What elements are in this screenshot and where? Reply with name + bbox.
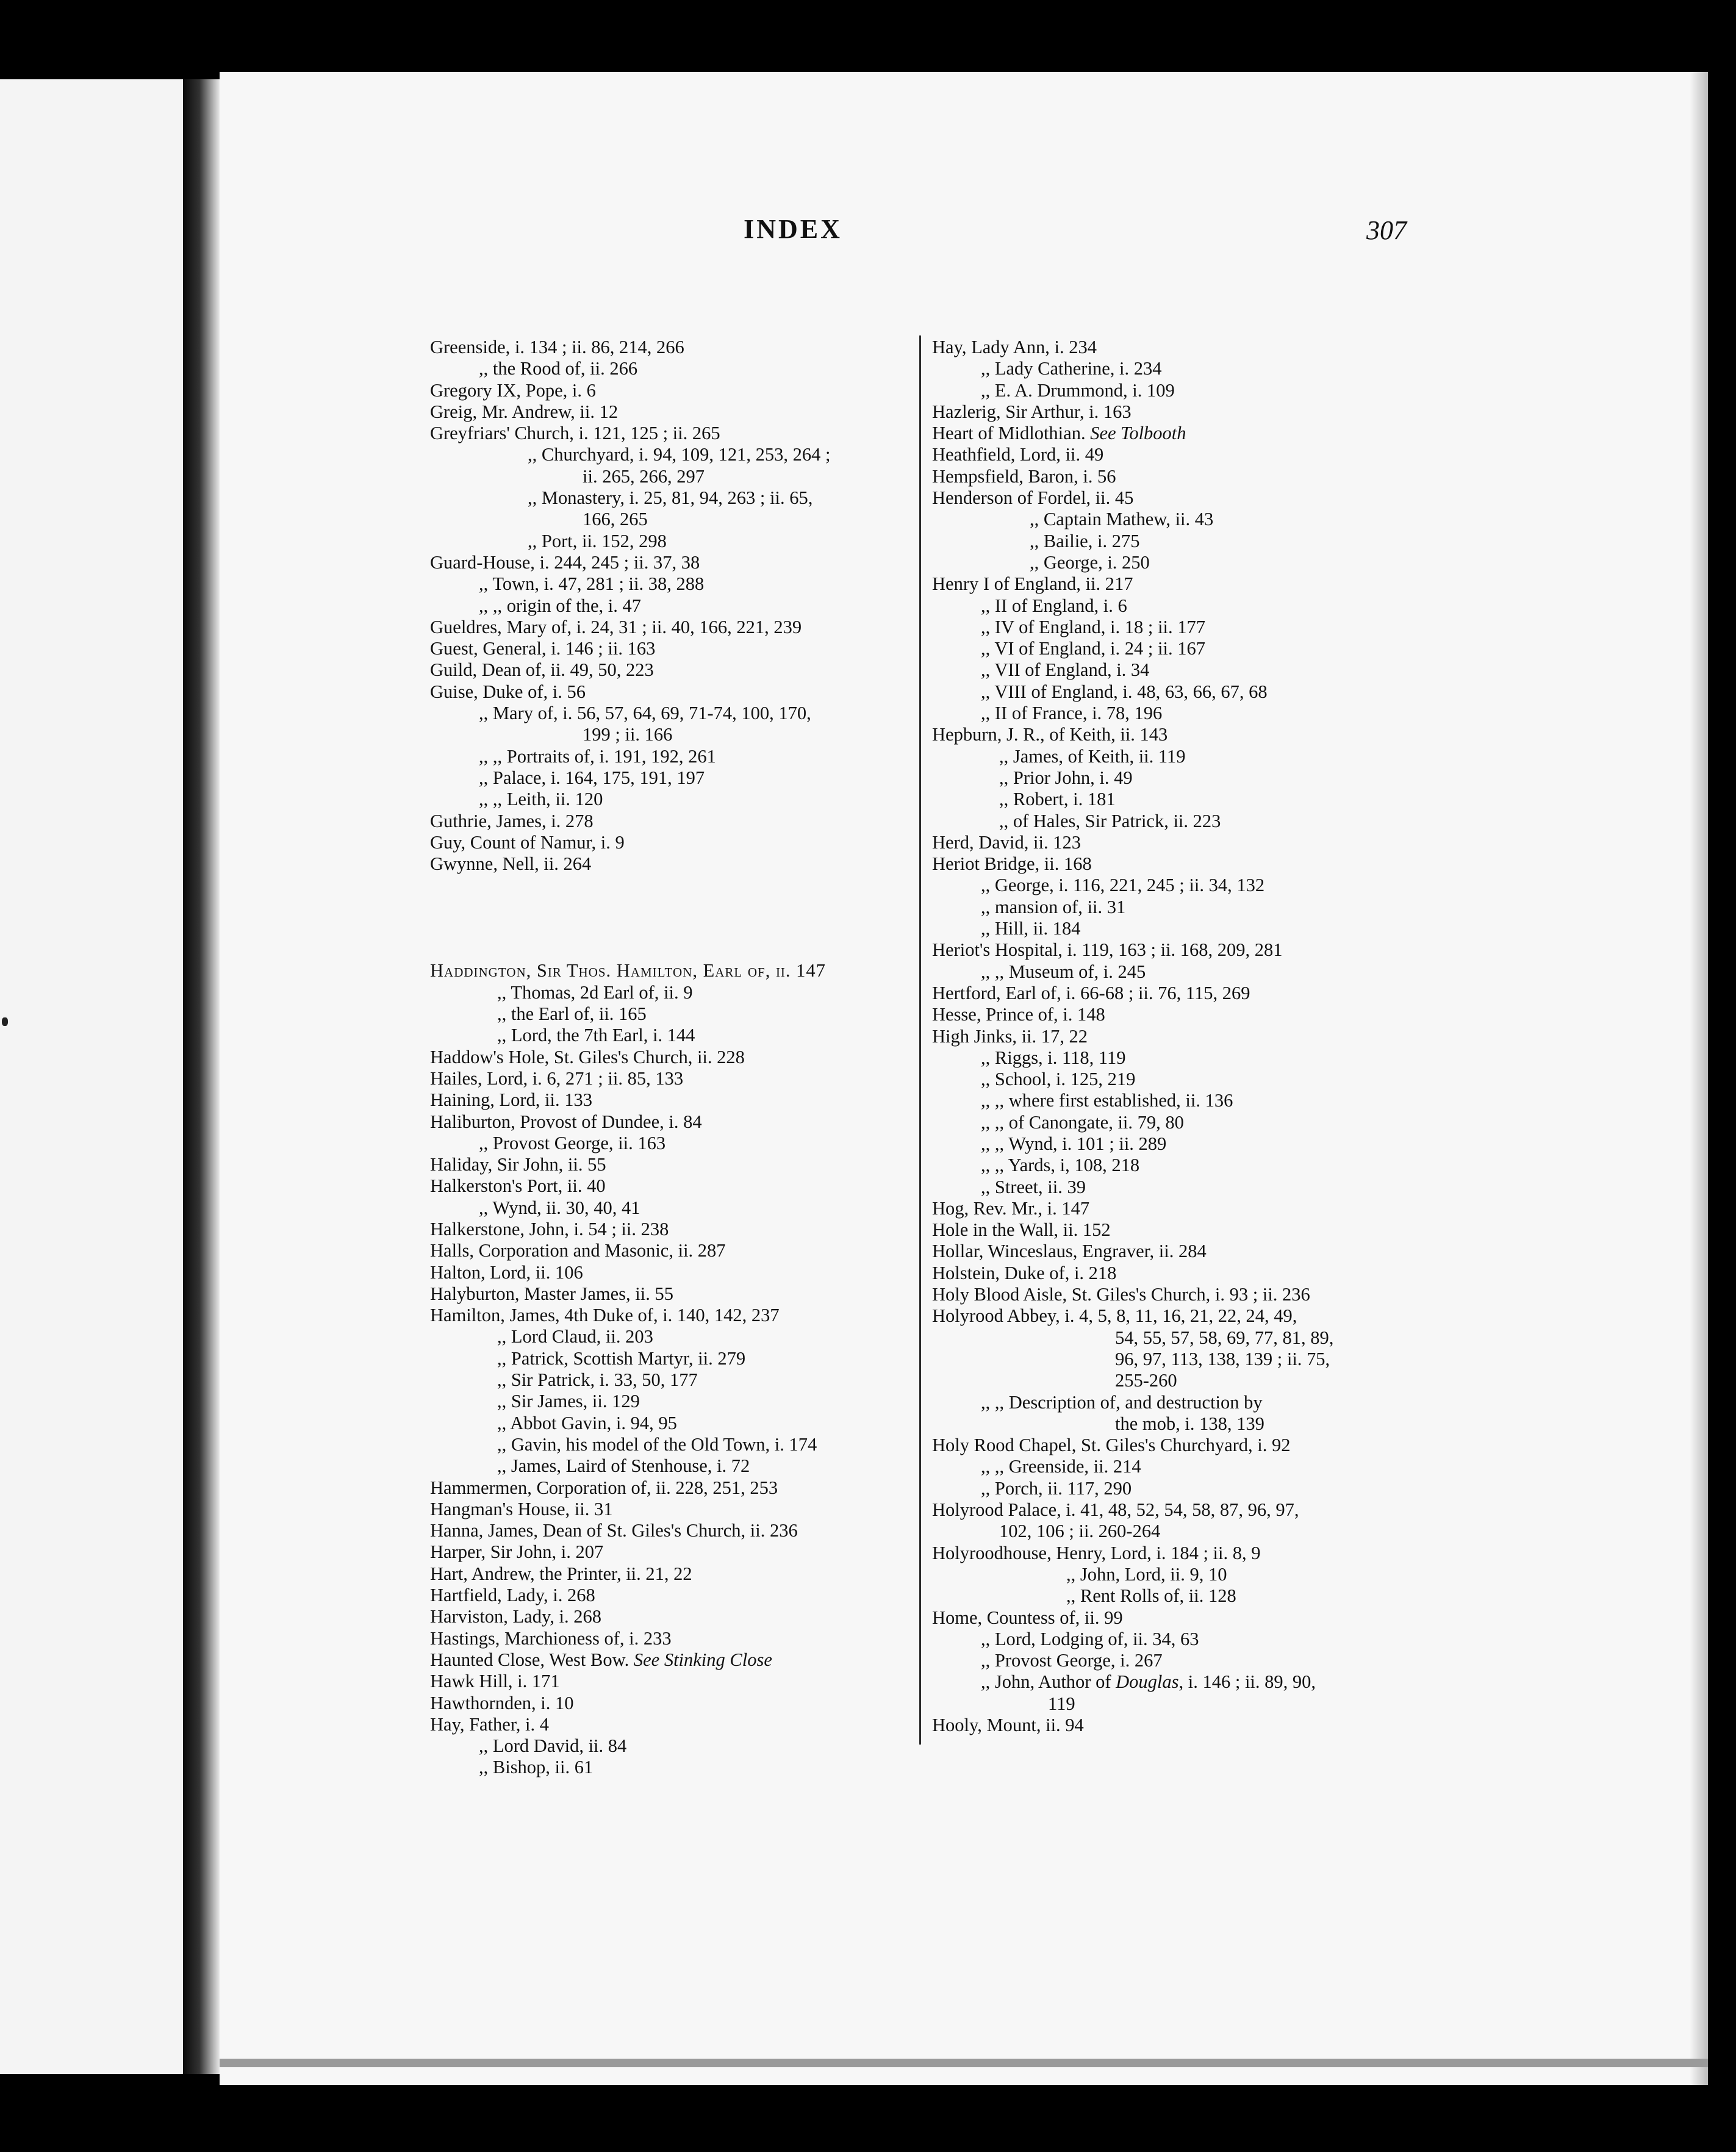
index-entry-text: Halyburton, Master James, ii. 55 [430,1283,673,1304]
index-entry [430,832,918,853]
index-entry-text: Greyfriars' Church, i. 121, 125 ; ii. 265 [430,423,720,444]
index-entry-text: Holy Blood Aisle, St. Giles's Church, i. 93 ; ii. 236 [932,1284,1310,1305]
book-gutter [183,79,220,2074]
index-entry [430,487,918,509]
index-entry-text: ,, James, Laird of Stenhouse, i. 72 [497,1455,750,1477]
index-entry-text: ,, ,, Wynd, i. 101 ; ii. 289 [981,1133,1167,1154]
index-entry-text: Guy, Count of Namur, i. 9 [430,831,625,853]
index-entry-text: Hamilton, James, 4th Duke of, i. 140, 142, 237 [430,1305,780,1326]
index-entry-text: ,, Patrick, Scottish Martyr, ii. 279 [497,1347,746,1369]
index-entry [430,724,918,745]
index-entry-text: Haddington, Sir Thos. Hamilton, Earl of, ii. 147 [430,960,826,981]
index-entry-text: ,, Sir Patrick, i. 33, 50, 177 [497,1369,698,1391]
index-entry [932,1543,1396,1564]
index-entry [932,380,1396,401]
index-entry [430,1520,918,1541]
index-entry-text: ii. 265, 266, 297 [583,465,705,487]
index-entry [430,1068,918,1089]
index-entry [430,1391,918,1412]
index-entry [932,875,1396,896]
index-entry [932,1585,1396,1607]
index-entry [932,1370,1396,1391]
index-entry-text: Gwynne, Nell, ii. 264 [430,853,592,875]
index-entry [430,659,918,681]
index-entry-text: Hay, Lady Ann, i. 234 [932,337,1097,357]
index-entry-text: Hempsfield, Baron, i. 56 [932,465,1116,487]
index-entry-text: Harviston, Lady, i. 268 [430,1606,601,1627]
index-entry-text: Hawthornden, i. 10 [430,1692,574,1713]
index-entry [932,1629,1396,1650]
index-entry [932,509,1396,530]
index-entry-text: ,, ,, Greenside, ii. 214 [981,1456,1141,1477]
index-entry-text: 119 [1048,1693,1075,1714]
index-entry [932,1435,1396,1456]
index-entry [430,1089,918,1111]
index-entry [430,1369,918,1391]
index-entry-text: 199 ; ii. 166 [583,724,673,745]
index-entry-text: ,, Port, ii. 152, 298 [528,530,667,551]
index-entry [932,1069,1396,1090]
index-entry-text: Guise, Duke of, i. 56 [430,681,586,702]
index-entry [932,1327,1396,1349]
index-entry-text: ,, Porch, ii. 117, 290 [981,1477,1132,1499]
index-entry-text: Heriot Bridge, ii. 168 [932,853,1092,875]
index-entry [430,1413,918,1434]
index-entry [430,1714,918,1735]
index-entry [932,789,1396,810]
column-divider [919,335,921,1745]
index-entry [932,1241,1396,1262]
index-entry-text: Haining, Lord, ii. 133 [430,1089,592,1111]
index-entry [430,767,918,789]
index-entry [932,961,1396,983]
index-entry-text: Hay, Father, i. 4 [430,1713,550,1735]
index-entry-text: ,, ,, Portraits of, i. 191, 192, 261 [479,745,716,767]
index-entry [932,659,1396,681]
index-entry [430,1197,918,1219]
index-entry [430,1175,918,1197]
index-entry [932,1284,1396,1305]
index-entry-text: Hammermen, Corporation of, ii. 228, 251, 253 [430,1477,778,1498]
index-entry-text: Guild, Dean of, ii. 49, 50, 223 [430,659,654,681]
index-entry-text: Holy Rood Chapel, St. Giles's Churchyard, i. 92 [932,1435,1291,1456]
index-entry [430,401,918,423]
index-entry-tail: , i. 146 ; ii. 89, 90, [1178,1671,1316,1693]
index-entry-text: ,, Thomas, 2d Earl of, ii. 9 [497,981,693,1003]
index-entry-text: ,, ,, origin of the, i. 47 [479,595,641,616]
index-entry-text: ,, Wynd, ii. 30, 40, 41 [479,1197,640,1218]
index-entry-text: Hertford, Earl of, i. 66-68 ; ii. 76, 115, 269 [932,982,1250,1003]
index-entry [430,1541,918,1563]
index-entry [932,423,1396,444]
index-entry-text: Herd, David, ii. 123 [932,831,1081,853]
index-entry [430,380,918,401]
index-entry [430,573,918,595]
index-entry-text: ,, Street, ii. 39 [981,1176,1086,1197]
index-entry-text: Haunted Close, West Bow. [430,1649,634,1670]
index-entry-text: ,, Rent Rolls of, ii. 128 [1066,1585,1236,1607]
index-entry-text: ,, Captain Mathew, ii. 43 [1030,509,1214,530]
index-entry [932,853,1396,875]
index-entry-text: Hollar, Winceslaus, Engraver, ii. 284 [932,1241,1207,1262]
index-entry [430,789,918,810]
index-entry [932,1564,1396,1585]
index-entry-text: Hartfield, Lady, i. 268 [430,1585,595,1606]
index-entry-text: ,, Gavin, his model of the Old Town, i. 174 [497,1433,817,1455]
index-entry-text: Heriot's Hospital, i. 119, 163 ; ii. 168, 209, 281 [932,939,1283,961]
index-entry [932,358,1396,379]
index-entry [430,638,918,659]
index-entry [932,832,1396,853]
index-entry [932,1305,1396,1327]
index-entry-text: ,, ,, of Canongate, ii. 79, 80 [981,1111,1184,1133]
index-entry [430,466,918,487]
index-entry [932,617,1396,638]
index-entry [932,1090,1396,1111]
page-number: 307 [1366,215,1407,245]
index-entry-text: Hepburn, J. R., of Keith, ii. 143 [932,724,1168,745]
index-entry-text: 54, 55, 57, 58, 69, 77, 81, 89, [1115,1327,1334,1348]
index-entry-text: Hog, Rev. Mr., i. 147 [932,1197,1090,1219]
index-entry [430,423,918,444]
index-entry-text: ,, George, i. 116, 221, 245 ; ii. 34, 132 [981,875,1265,896]
index-entry-text: Halton, Lord, ii. 106 [430,1261,583,1283]
index-entry [932,1456,1396,1477]
index-entry-text: Heart of Midlothian. [932,423,1091,444]
index-entry [430,811,918,832]
index-entry [932,1112,1396,1133]
running-head: INDEX [744,214,842,244]
index-entry [932,983,1396,1004]
index-entry-text: ,, Lord, Lodging of, ii. 34, 63 [981,1628,1199,1649]
index-entry-text: ,, Lord Claud, ii. 203 [497,1326,653,1347]
index-entry-text: Hole in the Wall, ii. 152 [932,1219,1111,1241]
index-entry-text: Halkerstone, John, i. 54 ; ii. 238 [430,1218,669,1239]
facing-page [0,79,183,2074]
index-entry [430,531,918,552]
index-entry-text: Gueldres, Mary of, i. 24, 31 ; ii. 40, 166, 221, 239 [430,616,802,637]
index-entry-text: Greig, Mr. Andrew, ii. 12 [430,401,619,422]
index-column-right [932,337,1396,1736]
index-entry [932,1521,1396,1542]
index-entry-text: ,, Lord, the 7th Earl, i. 144 [497,1025,695,1046]
index-entry-text: ,, the Rood of, ii. 266 [479,358,638,379]
index-entry-text: ,, James, of Keith, ii. 119 [999,745,1186,767]
index-entry [932,767,1396,789]
index-entry [932,1671,1396,1693]
index-entry-text: ,, VII of England, i. 34 [981,659,1150,681]
index-entry-text: 255-260 [1115,1370,1177,1391]
index-entry [430,681,918,703]
index-entry-text: Halkerston's Port, ii. 40 [430,1175,606,1197]
index-entry [932,939,1396,961]
index-entry-text: Hangman's House, ii. 31 [430,1498,613,1519]
index-entry-text: Heathfield, Lord, ii. 49 [932,444,1104,465]
index-entry-text: ,, ,, Leith, ii. 120 [479,789,603,810]
index-entry [932,1263,1396,1284]
index-entry-italic: See Stinking Close [633,1649,772,1670]
index-entry [932,1693,1396,1715]
index-entry-text: ,, ,, Description of, and destruction by [981,1391,1263,1413]
index-entry-text: Hanna, James, Dean of St. Giles's Church, ii. 236 [430,1520,798,1541]
index-entry [430,1047,918,1068]
index-entry-text: Holyroodhouse, Henry, Lord, i. 184 ; ii. 8, 9 [932,1542,1261,1563]
index-entry [430,1283,918,1305]
section-gap [430,875,918,960]
index-entry [430,1585,918,1606]
index-entry [430,1563,918,1585]
index-entry-text: ,, the Earl of, ii. 165 [497,1003,647,1025]
index-entry [430,1305,918,1326]
index-entry [430,1326,918,1347]
index-entry-text: ,, VI of England, i. 24 ; ii. 167 [981,638,1205,659]
index-entry [430,853,918,875]
index-entry [932,1650,1396,1671]
index-entry [430,1649,918,1671]
index-entry [932,1478,1396,1499]
index-entry-text: the mob, i. 138, 139 [1115,1413,1264,1434]
index-entry [430,1240,918,1261]
index-column-left [430,337,918,1779]
index-entry-text: Henry I of England, ii. 217 [932,573,1133,595]
index-entry [932,811,1396,832]
index-entry-text: ,, IV of England, i. 18 ; ii. 177 [981,616,1205,637]
index-entry-text: Hart, Andrew, the Printer, ii. 21, 22 [430,1563,692,1584]
index-entry-text: ,, Palace, i. 164, 175, 191, 197 [479,767,705,788]
index-entry [932,1715,1396,1736]
index-entry [932,1004,1396,1025]
index-entry-text: Hailes, Lord, i. 6, 271 ; ii. 85, 133 [430,1067,684,1089]
index-entry [932,337,1396,358]
index-entry-text: ,, John, Author of [981,1671,1116,1693]
index-entry-text: ,, VIII of England, i. 48, 63, 66, 67, 68 [981,681,1268,702]
index-entry [932,444,1396,465]
index-entry-text: ,, ,, Museum of, i. 245 [981,961,1146,982]
index-entry-text: ,, II of England, i. 6 [981,595,1127,616]
index-entry-text: Guard-House, i. 244, 245 ; ii. 37, 38 [430,551,700,573]
index-entry-text: 166, 265 [583,509,648,530]
scan-speck [2,1017,8,1026]
index-entry [430,1219,918,1240]
index-entry-text: ,, Churchyard, i. 94, 109, 121, 253, 264 ; [528,444,831,465]
index-entry [430,444,918,465]
index-entry [430,1628,918,1649]
index-entry-text: Gregory IX, Pope, i. 6 [430,379,596,401]
index-entry [430,552,918,573]
index-entry-text: High Jinks, ii. 17, 22 [932,1025,1088,1047]
index-entry [430,1154,918,1175]
index-entry [430,960,918,981]
index-entry [430,982,918,1003]
index-entry-text: Greenside, i. 134 ; ii. 86, 214, 266 [430,337,684,357]
index-entry [430,1348,918,1369]
index-entry-text: Hooly, Mount, ii. 94 [932,1715,1084,1735]
index-entry-text: ,, Provost George, ii. 163 [479,1132,666,1153]
index-entry [932,1413,1396,1435]
index-entry [932,1392,1396,1413]
index-entry [430,1606,918,1627]
index-entry-text: ,, Lady Catherine, i. 234 [981,358,1162,379]
index-entry [430,337,918,358]
index-entry-text: Holyrood Palace, i. 41, 48, 52, 54, 58, 87, 96, 97, [932,1499,1299,1521]
index-entry-text: Harper, Sir John, i. 207 [430,1541,604,1563]
index-entry [430,1477,918,1499]
index-entry-text: ,, Provost George, i. 267 [981,1650,1163,1671]
index-entry-text: ,, of Hales, Sir Patrick, ii. 223 [999,810,1221,831]
index-entry-text: Home, Countess of, ii. 99 [932,1607,1123,1628]
page-bottom-edge [220,2059,1708,2067]
index-entry [430,1455,918,1477]
page-edge-shadow [1690,72,1708,2085]
index-entry [430,1111,918,1133]
index-entry-text: Hazlerig, Sir Arthur, i. 163 [932,401,1132,422]
index-entry [932,552,1396,573]
index-entry-text: ,, ,, where first established, ii. 136 [981,1090,1233,1111]
index-entry [932,1047,1396,1069]
index-entry [430,1735,918,1757]
index-entry [932,531,1396,552]
index-entry-text: ,, Mary of, i. 56, 57, 64, 69, 71-74, 100, 170, [479,703,811,724]
index-entry [932,1219,1396,1241]
index-entry-text: Hastings, Marchioness of, i. 233 [430,1627,672,1649]
index-entry-text: ,, Bailie, i. 275 [1030,530,1140,551]
index-entry-text: ,, Town, i. 47, 281 ; ii. 38, 288 [479,573,705,595]
index-entry-text: ,, Abbot Gavin, i. 94, 95 [497,1412,677,1433]
index-entry-text: ,, John, Lord, ii. 9, 10 [1066,1563,1227,1585]
index-entry [932,746,1396,767]
index-entry [430,703,918,724]
index-entry [430,595,918,617]
index-entry [430,1671,918,1692]
index-entry-text: Haddow's Hole, St. Giles's Church, ii. 228 [430,1046,745,1067]
index-entry-italic: See Tolbooth [1090,423,1186,444]
index-entry [430,1757,918,1778]
index-entry [932,1349,1396,1370]
index-entry [932,1026,1396,1047]
index-entry [430,746,918,767]
index-entry-text: ,, Robert, i. 181 [999,789,1116,810]
index-entry [430,1499,918,1520]
index-entry [932,703,1396,724]
index-entry-text: Holyrood Abbey, i. 4, 5, 8, 11, 16, 21, 22, 24, 49, [932,1305,1297,1327]
index-entry-italic: Douglas [1116,1671,1179,1693]
index-entry-text: Haliday, Sir John, ii. 55 [430,1154,606,1175]
index-entry [430,1003,918,1025]
index-entry-text: Haliburton, Provost of Dundee, i. 84 [430,1111,702,1132]
index-entry [430,617,918,638]
index-entry [932,681,1396,703]
index-entry [430,1133,918,1154]
index-entry [932,724,1396,745]
index-entry [932,1198,1396,1219]
index-entry-text: ,, School, i. 125, 219 [981,1069,1136,1090]
index-entry [932,487,1396,509]
index-entry [932,1499,1396,1521]
index-entry-text: Hesse, Prince of, i. 148 [932,1004,1105,1025]
index-entry [932,573,1396,595]
index-entry-text: Guest, General, i. 146 ; ii. 163 [430,638,656,659]
index-entry [932,1607,1396,1629]
index-entry-text: ,, Sir James, ii. 129 [497,1391,640,1412]
index-entry [932,1155,1396,1176]
index-entry-text: ,, Riggs, i. 118, 119 [981,1047,1126,1068]
index-entry-text: ,, Lord David, ii. 84 [479,1735,627,1757]
index-entry-text: ,, Bishop, ii. 61 [479,1757,594,1778]
index-entry [430,1693,918,1714]
index-entry-text: ,, II of France, i. 78, 196 [981,703,1163,724]
index-entry-text: ,, E. A. Drummond, i. 109 [981,379,1175,401]
index-entry [430,1434,918,1455]
index-entry-text: Henderson of Fordel, ii. 45 [932,487,1134,509]
index-entry-text: ,, George, i. 250 [1030,551,1150,573]
index-entry-text: ,, mansion of, ii. 31 [981,896,1126,917]
index-entry-text: 96, 97, 113, 138, 139 ; ii. 75, [1115,1348,1330,1369]
index-entry [932,638,1396,659]
index-entry [932,918,1396,939]
index-entry-text: ,, Monastery, i. 25, 81, 94, 263 ; ii. 65, [528,487,813,509]
index-entry-text: 102, 106 ; ii. 260-264 [999,1521,1161,1542]
index-entry [430,1262,918,1283]
index-entry-text: ,, Hill, ii. 184 [981,918,1081,939]
index-entry [932,401,1396,423]
index-entry [430,1025,918,1046]
index-entry-text: ,, Prior John, i. 49 [999,767,1133,788]
index-entry [932,1133,1396,1155]
index-entry [430,509,918,530]
index-entry-text: ,, ,, Yards, i, 108, 218 [981,1155,1140,1176]
index-entry [430,358,918,379]
index-entry [932,595,1396,617]
index-entry-text: Holstein, Duke of, i. 218 [932,1262,1117,1283]
index-entry-text: Hawk Hill, i. 171 [430,1671,560,1692]
index-entry [932,466,1396,487]
index-entry [932,897,1396,918]
index-entry-text: Guthrie, James, i. 278 [430,810,594,831]
index-entry-text: Halls, Corporation and Masonic, ii. 287 [430,1240,726,1261]
index-entry [932,1177,1396,1198]
